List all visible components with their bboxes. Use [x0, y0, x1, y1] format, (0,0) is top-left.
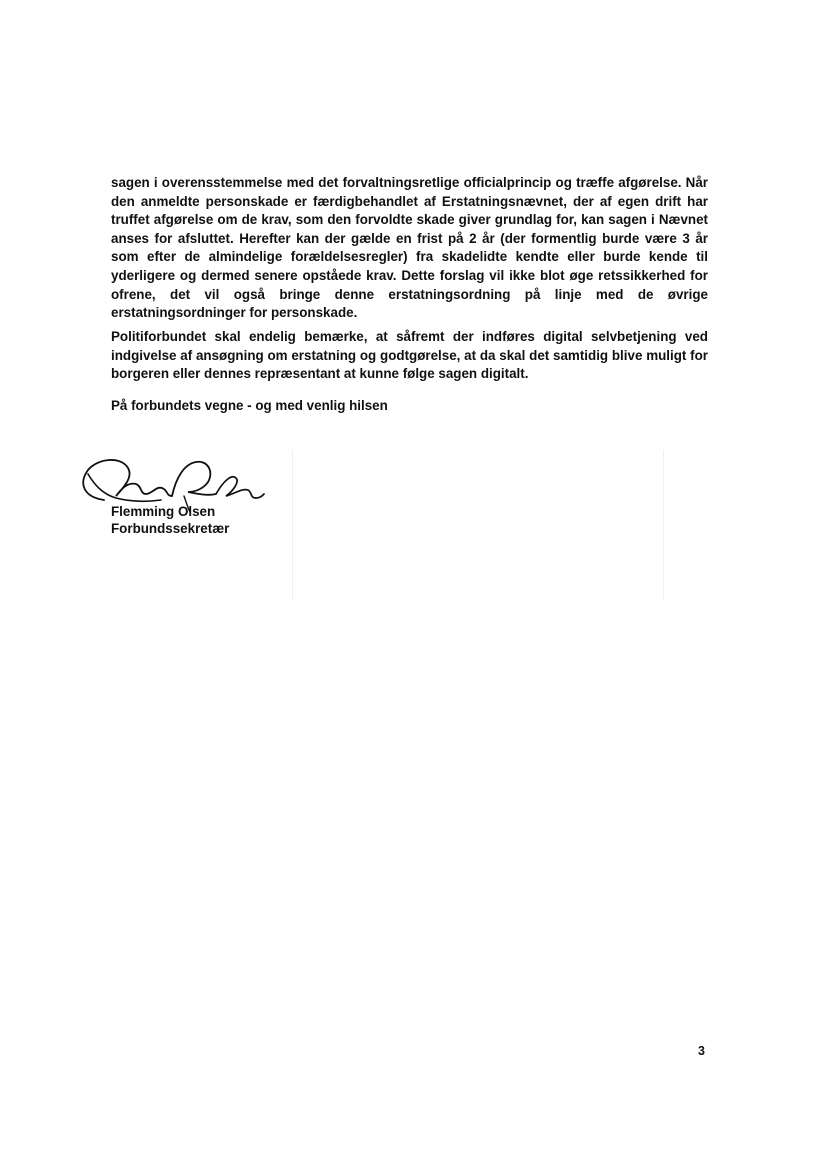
scan-artifact-line: [663, 450, 664, 600]
scan-artifact-line: [292, 450, 293, 600]
signer-name: Flemming Olsen: [111, 504, 216, 519]
page-number: 3: [698, 1044, 705, 1058]
closing-line: På forbundets vegne - og med venlig hilsen: [111, 398, 388, 413]
signer-title: Forbundssekretær: [111, 521, 230, 536]
body-paragraph: sagen i overensstemmelse med det forvaltningsretlige officialprincip og træffe afgørelse. Når den anmeldte personskade er færdigbehandlet af Erstatningsnævnet, der af egen drift har truffet afgørelse om de krav, som den forvoldte skade giver grundlag for, kan sagen i Nævnet anses for afsluttet. Herefter kan der gælde en frist på 2 år (der formentlig burde være 3 år som efter de almindelige forældelsesregler) fra skadelidte kendte eller burde kende til yderligere og dermed senere opståede krav. Dette forslag vil ikke blot øge retssikkerhed for ofrene, det vil også bringe denne erstatningsordning på linje med de øvrige erstatningsordninger for personskade.: [111, 175, 708, 321]
body-paragraph: Politiforbundet skal endelig bemærke, at såfremt der indføres digital selvbetjening ved indgivelse af ansøgning om erstatning og godtgørelse, at da skal det samtidig blive muligt for borgeren eller dennes repræsentant at kunne følge sagen digitalt.: [111, 329, 708, 382]
